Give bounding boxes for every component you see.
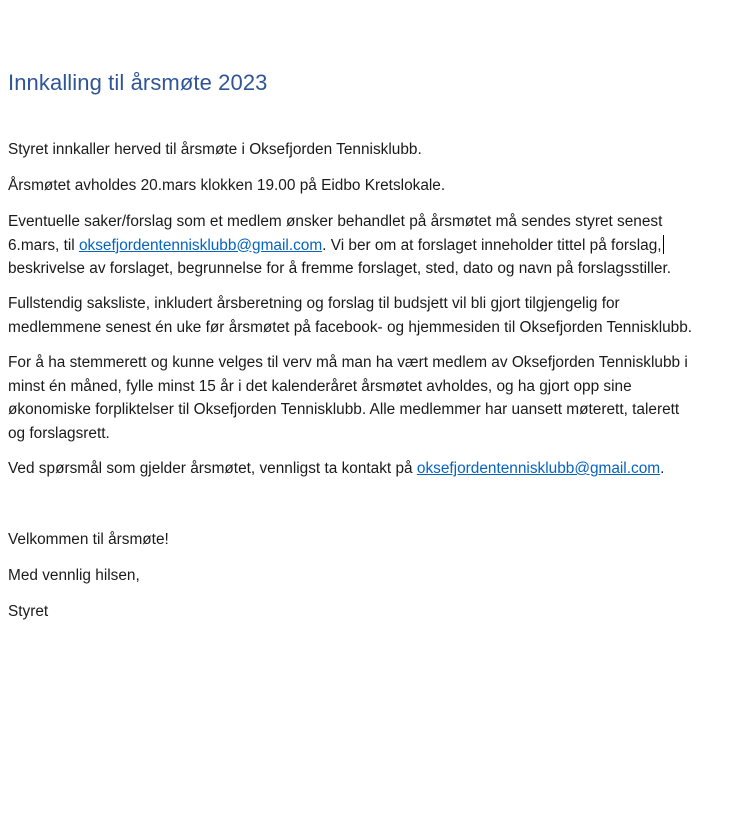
- paragraph-meeting-time: Årsmøtet avholdes 20.mars klokken 19.00 på Eidbo Kretslokale.: [8, 177, 446, 194]
- paragraph-voting-line-4: og forslagsrett.: [8, 424, 110, 442]
- greeting-text: Med vennlig hilsen,: [8, 567, 140, 584]
- paragraph-voting-line-3: økonomiske forpliktelser til Oksefjorden Tennisklubb. Alle medlemmer har uansett møterett, talerett: [8, 401, 680, 418]
- paragraph-voting-line-2: minst én måned, fylle minst 15 år i det kalenderåret årsmøtet avholdes, og ha gjort opp sine: [8, 377, 632, 395]
- paragraph-proposals-line-2: [8, 234, 671, 258]
- paragraph-agenda-line-1: Fullstendig saksliste, inkludert årsberetning og forslag til budsjett vil bli gjort tilgjengelig for: [8, 295, 620, 312]
- signature-text: Styret: [8, 603, 49, 620]
- email-link[interactable]: oksefjordentennisklubb@gmail.com: [78, 236, 323, 254]
- paragraph-proposals: [8, 210, 671, 281]
- deadline-text: 6.mars, til: [8, 236, 79, 254]
- contact-period: .: [660, 460, 665, 477]
- paragraph-proposals-line-3: beskrivelse av forslaget, begrunnelse for å fremme forslaget, sted, dato og navn på forslagsstiller.: [8, 260, 671, 277]
- text-cursor: [663, 235, 664, 254]
- page-title: Innkalling til årsmøte 2023: [8, 70, 268, 95]
- contact-email-link[interactable]: oksefjordentennisklubb@gmail.com: [416, 460, 661, 477]
- paragraph-contact: [8, 457, 664, 481]
- contact-text: Ved spørsmål som gjelder årsmøtet, vennligst ta kontakt på: [8, 460, 417, 477]
- paragraph-agenda-line-2: medlemmene senest én uke før årsmøtet på facebook- og hjemmesiden til Oksefjorden Tennisklubb.: [8, 318, 693, 336]
- welcome-text: Velkommen til årsmøte!: [8, 531, 169, 548]
- proposal-requirements-text: . Vi ber om at forslaget inneholder tittel på forslag,: [322, 236, 662, 254]
- paragraph-voting-line-1: For å ha stemmerett og kunne velges til verv må man ha vært medlem av Oksefjorden Tennisklubb i: [8, 354, 688, 371]
- paragraph-intro: Styret innkaller herved til årsmøte i Oksefjorden Tennisklubb.: [8, 141, 422, 158]
- paragraph-agenda: [8, 292, 692, 339]
- paragraph-voting-rights: [8, 351, 688, 445]
- paragraph-proposals-line-1: Eventuelle saker/forslag som et medlem ønsker behandlet på årsmøtet må sendes styret senest: [8, 213, 663, 230]
